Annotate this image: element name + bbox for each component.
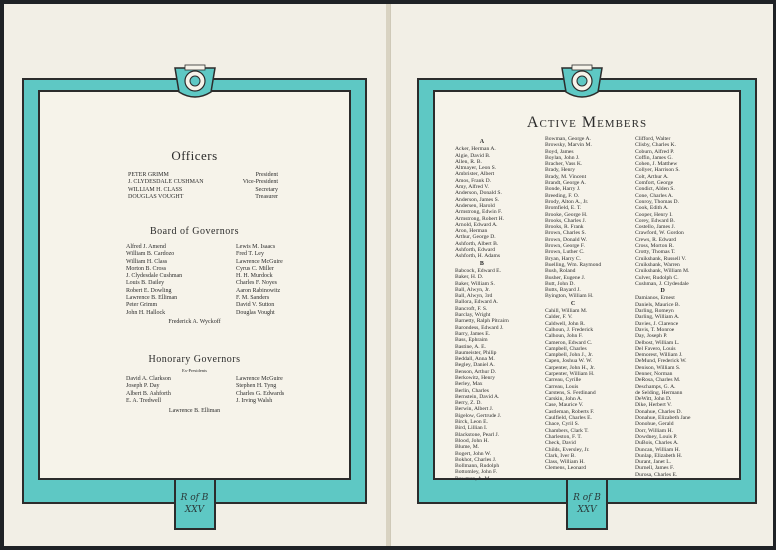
member-name: Denner, Norman: [635, 370, 673, 377]
member-name: Brown, Charles S.: [545, 230, 587, 237]
member-name: Dowdney, Louis P.: [635, 433, 678, 440]
member-name: Capen, Joshua W. W.: [545, 358, 593, 365]
governor-name: Lawrence B. Elliman: [126, 295, 178, 302]
member-name: Birck, Leon E.: [455, 419, 488, 426]
member-name: Bollmann, Rudolph: [455, 463, 500, 470]
member-name: Brown, George F.: [545, 243, 585, 250]
honorary-name: Albert B. Ashforth: [126, 390, 171, 397]
member-name: Buelling, Wm. Raymond: [545, 261, 602, 268]
officer-row: PETER GRIMM President: [128, 172, 278, 178]
member-name: Cooper, Henry I.: [635, 211, 673, 218]
governor-name: Lewis M. Isaacs: [236, 244, 276, 250]
member-name: Andersen, Harold: [455, 202, 495, 209]
member-name: Bastine, A. E.: [455, 343, 486, 350]
member-name: Case, Maurice V.: [545, 402, 584, 409]
member-name: Carpenter, William H.: [545, 370, 595, 377]
member-name: Duncan, William H.: [635, 446, 681, 453]
member-name: Arnold, Edward A.: [455, 221, 498, 228]
member-name: Bancroft, F. S.: [455, 305, 488, 312]
member-name: Comfort, George: [635, 180, 674, 187]
member-name: Ashforth, H. Adams: [455, 253, 501, 260]
member-name: Amos, Frank D.: [455, 177, 492, 184]
member-name: Davies, J. Clarence: [635, 320, 679, 327]
member-name: Delbost, William L.: [635, 339, 680, 346]
members-column-1: [455, 138, 509, 482]
member-name: Carpenter, John H., Jr.: [545, 364, 595, 371]
member-name: Breeding, F. O.: [545, 192, 580, 199]
member-name: Ashforth, Albert B.: [455, 240, 499, 247]
member-name: Donahue, Elizabeth Jane: [635, 415, 691, 422]
member-name: Childs, Eversley, Jr.: [545, 446, 590, 453]
member-name: Daniels, Maurice B.: [635, 301, 681, 308]
member-name: Algie, David B.: [455, 152, 491, 159]
member-name: Arthur, George D.: [455, 234, 496, 241]
member-name: Brown, Donald W.: [545, 236, 587, 243]
honorary-title: Honorary Governors: [148, 354, 241, 365]
member-name: Berlin, Charles: [455, 387, 489, 394]
governor-name: H. H. Murdock: [236, 273, 273, 280]
governors-right-list: [236, 244, 283, 317]
member-name: Byington, William H.: [545, 293, 594, 300]
member-name: Cruikshank, Russell V.: [635, 255, 687, 262]
governor-name: Aaron Rabinowitz: [236, 287, 281, 294]
member-name: Collyer, Harrison S.: [635, 167, 680, 174]
honorary-name: J. Irving Walsh: [236, 397, 273, 404]
member-name: Cameron, Edward C.: [545, 339, 593, 346]
member-name: Barclay, Wright: [455, 312, 491, 319]
member-name: Carreau, Cyrille: [545, 377, 582, 384]
member-name: Cone, Charles A.: [635, 192, 674, 199]
member-name: Barondess, Edward J.: [455, 324, 504, 331]
member-name: Charleston, F. T.: [545, 433, 582, 440]
members-column-3: [635, 136, 690, 478]
member-name: Allen, R. B.: [455, 158, 482, 165]
member-name: Castleman, Roberts F.: [545, 408, 595, 415]
member-name: Benson, Arthur D.: [455, 368, 497, 375]
board-seal-icon: [558, 62, 606, 102]
member-name: Corey, Edward B.: [635, 217, 676, 224]
member-name: Darling, William A.: [635, 314, 680, 321]
member-name: Denison, William S.: [635, 364, 681, 371]
honorary-name: Charles G. Edwards: [236, 390, 285, 397]
member-name: Brown, Luther C.: [545, 249, 585, 256]
member-name: Davis, T. Monroe: [635, 326, 675, 333]
member-name: Campbell, Charles: [545, 345, 587, 352]
member-name: Amy, Alfred V.: [455, 184, 489, 191]
member-name: DeWitt, John D.: [635, 396, 672, 403]
member-name: Calder, F. V.: [545, 314, 573, 321]
governor-name: Louis B. Dailey: [126, 280, 165, 287]
officer-row: DOUGLAS VOUGHT Treasurer: [128, 193, 278, 200]
member-name: Donahue, Charles D.: [635, 408, 682, 415]
member-name: Calhoun, J. Frederick: [545, 326, 594, 333]
left-page: [4, 4, 387, 546]
member-name: Dike, Herbert V.: [635, 402, 672, 409]
member-name: Baumeister, Philip: [455, 349, 497, 356]
member-name: Caulfield, Charles E.: [545, 415, 592, 422]
member-name: Bass, Ephraim: [455, 337, 488, 344]
left-content-panel: [38, 90, 351, 480]
member-name: Bokhot, Charles J.: [455, 456, 497, 463]
member-name: Crews, R. Edward: [635, 236, 677, 243]
member-name: Costello, James J.: [635, 224, 676, 231]
honorary-name: Joseph P. Day: [126, 383, 160, 390]
member-name: Brody, Alton A., Jr.: [545, 198, 589, 205]
member-name: Day, Joseph P.: [635, 333, 668, 340]
section-letter: A: [479, 139, 485, 145]
member-name: Damianos, Ernest: [635, 295, 675, 302]
member-name: Baker, H. D.: [455, 274, 484, 281]
member-name: DuBois, Charles A.: [635, 440, 679, 447]
governors-left-list: [126, 244, 182, 317]
member-name: Donohue, Gerald: [635, 421, 674, 428]
member-name: DeMund, Frederick W.: [635, 358, 687, 365]
member-name: DeRosa, Charles M.: [635, 377, 681, 384]
honorary-name: Lawrence McGuire: [236, 376, 283, 382]
member-name: Bonde, Harry J.: [545, 186, 581, 193]
member-name: Condict, Alden S.: [635, 186, 675, 193]
left-teal-border: [22, 78, 367, 515]
member-name: Cook, Edith A.: [635, 205, 669, 212]
member-name: Butts, Bayard J.: [545, 287, 581, 294]
member-name: Berley, Max: [455, 381, 483, 388]
monogram-badge: [566, 478, 608, 530]
member-name: Cruikshank, William M.: [635, 268, 690, 275]
member-name: Barnetty, Ralph Pitcairn: [455, 318, 509, 325]
governor-name: Morton B. Cross: [126, 265, 167, 272]
member-name: Brady, M. Vincent: [545, 173, 587, 180]
member-name: Boylan, John J.: [545, 154, 580, 161]
governor-name: Robert E. Dowling: [126, 287, 172, 294]
honorary-name: David A. Clarkson: [126, 376, 171, 382]
member-name: Cushman, J. Clydesdale: [635, 280, 689, 287]
member-name: Blackstone, Pearl J.: [455, 431, 500, 438]
right-teal-border: [417, 78, 757, 515]
member-name: Del Favero, Louis: [635, 345, 676, 352]
member-name: Bromfield, E. T.: [545, 205, 582, 212]
member-name: Chambers, Clark T.: [545, 427, 589, 434]
member-name: Conroy, Thomas D.: [635, 198, 679, 205]
governor-name: John H. Hallock: [126, 309, 166, 316]
member-name: Berry, Z. D.: [455, 400, 482, 407]
member-name: Crotty, Thomas T.: [635, 249, 676, 256]
member-name: Durant, Janet L.: [635, 459, 672, 466]
member-name: Colt, Arthur A.: [635, 173, 669, 180]
member-name: Bigelow, Gertrude J.: [455, 412, 502, 419]
governors-title: Board of Governors: [150, 226, 239, 237]
member-name: Begley, Daniel A.: [455, 362, 495, 369]
member-name: Calhoun, John F.: [545, 333, 583, 340]
member-name: Altmayer, Leon S.: [455, 165, 497, 172]
governor-name: William H. Class: [126, 258, 168, 265]
officer-row: J. CLYDESDALE CUSHMAN Vice-President: [128, 179, 278, 186]
honorary-last: Lawrence B. Elliman: [168, 408, 221, 414]
member-name: Beddall, Anna M.: [455, 356, 495, 363]
monogram-text: R of B XXV: [180, 493, 209, 515]
member-name: Boyd, James: [545, 148, 574, 155]
member-name: Bowman, George A.: [545, 136, 591, 142]
member-name: Clifford, Walter: [635, 136, 671, 142]
member-name: Armstrong, Robert H.: [455, 215, 505, 222]
monogram-badge: [174, 478, 216, 530]
governor-name: Douglas Vought: [236, 309, 275, 316]
member-name: Ashforth, Edward: [455, 247, 496, 254]
member-name: Berkowitz, Henry: [455, 374, 496, 381]
section-letter: B: [479, 260, 484, 267]
member-name: Demorest, William J.: [635, 352, 683, 359]
honorary-right-list: [236, 376, 284, 405]
governor-name: Alfred J. Amend: [126, 244, 166, 250]
member-name: Bracher, Vass K.: [545, 161, 583, 168]
member-name: Bush, Roland: [545, 268, 576, 275]
officer-row: WILLIAM H. CLASS Secretary: [128, 186, 278, 193]
member-name: Baker, William S.: [455, 280, 495, 287]
officers-list: [128, 172, 278, 201]
member-name: Campbell, John J., Jr.: [545, 352, 594, 359]
member-name: Busher, Eugene J.: [545, 274, 586, 281]
member-name: Blume, M.: [455, 444, 480, 451]
section-letter: D: [660, 288, 665, 295]
governor-name: J. Clydesdale Cushman: [126, 273, 183, 280]
member-name: Bogert, John W.: [455, 450, 492, 457]
member-name: Barry, James E.: [455, 330, 491, 337]
member-name: Blood, John H.: [455, 437, 489, 444]
member-name: Acker, Herman A.: [455, 146, 496, 153]
member-name: Darling, Romeyn: [635, 308, 674, 315]
member-name: Armstrong, Edwin F.: [455, 209, 503, 216]
officers-title: Officers: [171, 148, 218, 163]
member-name: Cross, Morton R.: [635, 243, 674, 250]
member-name: Carstens, S. Ferdinand: [545, 389, 596, 396]
governor-name: Fred T. Ley: [236, 251, 264, 258]
members-title: Active Members: [526, 114, 648, 131]
member-name: Clisby, Charles K.: [635, 142, 676, 149]
member-name: Class, William H.: [545, 459, 585, 466]
member-name: Bryan, Harry C.: [545, 255, 582, 262]
member-name: Dunlap, Elizabeth H.: [635, 452, 683, 459]
right-page: [390, 4, 773, 546]
member-name: Ball, Alwyn, 3rd: [455, 293, 493, 300]
member-name: Babcock, Edward E.: [455, 267, 501, 274]
member-name: Caldwell, John R.: [545, 320, 586, 327]
members-column-2: [545, 136, 601, 472]
member-name: Coffin, James G.: [635, 154, 673, 161]
member-name: Deschamps, G. A.: [635, 383, 676, 390]
member-name: Ball, Alwyn, Jr.: [455, 286, 490, 293]
member-name: Ballora, Edward A.: [455, 299, 499, 306]
member-name: de Selding, Hermann: [635, 389, 683, 396]
member-name: Butt, John D.: [545, 280, 575, 287]
member-name: Bernstein, David A.: [455, 393, 500, 400]
member-name: Brooke, George H.: [545, 211, 588, 218]
member-name: Durnell, James F.: [635, 465, 675, 472]
right-content-panel: [433, 90, 741, 480]
governor-name: Lawrence McGuire: [236, 258, 283, 265]
governor-name: Cyrus C. Miller: [236, 265, 274, 272]
member-name: Ambrister, Albert: [455, 171, 495, 178]
member-name: Cahill, William M.: [545, 308, 588, 315]
honorary-name: Stephen H. Tyng: [236, 383, 277, 390]
member-name: Dorr, William H.: [635, 427, 673, 434]
member-name: Carskin, John A.: [545, 396, 583, 403]
member-name: Browsky, Marvin M.: [545, 142, 592, 149]
monogram-text: R of B XXV: [573, 493, 601, 515]
member-name: Brooks, Charles J.: [545, 217, 587, 224]
member-name: Bowman, A. M.: [455, 475, 491, 482]
honorary-name: E. A. Tredwell: [126, 397, 162, 404]
section-letter: C: [570, 300, 576, 307]
member-name: Berwin, Albert J.: [455, 406, 494, 413]
member-name: Culver, Rudolph C.: [635, 274, 679, 281]
governor-name: David V. Sutton: [236, 302, 275, 309]
member-name: Brooks, R. Frank: [545, 224, 584, 231]
member-name: Bottomley, John F.: [455, 469, 498, 476]
member-name: Bird, Lillian I.: [455, 425, 488, 432]
member-name: Anderson, James S.: [455, 196, 500, 203]
member-name: Brady, Henry: [545, 167, 576, 174]
governor-name: Charles F. Noyes: [236, 280, 278, 287]
member-name: Cohen, J. Matthew: [635, 161, 678, 168]
member-name: Anderson, Donald S.: [455, 190, 502, 197]
member-name: Durosa, Charles E.: [635, 471, 678, 478]
member-name: Cruikshank, Warren: [635, 261, 680, 268]
governor-name: Peter Grimm: [126, 302, 158, 309]
honorary-left-list: [126, 376, 171, 405]
member-name: Coburn, Alfred P.: [635, 148, 675, 155]
governor-name: F. M. Sanders: [236, 295, 270, 302]
board-seal-icon: [171, 62, 219, 102]
member-name: Check, David: [545, 440, 576, 447]
member-name: Clemens, Leonard: [545, 465, 587, 472]
member-name: Carreau, Louis: [545, 383, 579, 390]
member-name: Aron, Herman: [455, 228, 488, 235]
governors-last: Frederick A. Wyckoff: [168, 319, 221, 325]
governor-name: William B. Cardozo: [126, 251, 175, 258]
member-name: Crawford, W. Gordon: [635, 230, 684, 237]
honorary-subtitle: Ex-Presidents: [182, 368, 207, 373]
member-name: Clark, Iver B.: [545, 452, 576, 459]
member-name: Chace, Cyril S.: [545, 421, 580, 428]
member-name: Brandt, George A.: [545, 180, 586, 187]
